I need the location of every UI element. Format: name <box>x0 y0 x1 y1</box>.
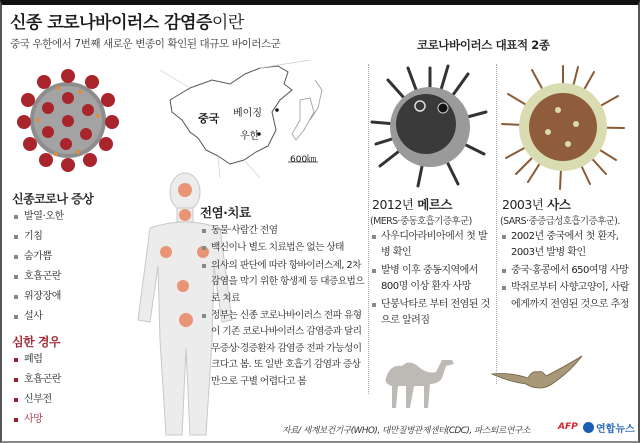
coronavirus-illustration <box>14 66 122 174</box>
sars-item: 2002년 중국에서 첫 환자, 2003년 발병 확인 <box>502 229 636 262</box>
symptoms-heading: 신종코로나 증상 <box>12 192 94 206</box>
severe-item: 호흡곤란 <box>14 370 61 390</box>
severe-heading: 심한 경우 <box>12 335 61 349</box>
yonhap-logo <box>583 420 635 435</box>
symptom-item: 설사 <box>14 307 64 327</box>
page-subtitle: 중국 우한에서 7번째 새로운 변종이 확인된 대규모 바이러스군 <box>10 38 281 50</box>
treatment-heading: 전염·치료 <box>200 205 251 220</box>
sars-name: 사스 <box>547 197 571 212</box>
map-scale: 600㎞ <box>290 155 317 165</box>
representative-heading: 코로나바이러스 대표적 2종 <box>417 38 550 52</box>
symptom-item: 숨가쁨 <box>14 247 64 267</box>
treatment-item: 의사의 판단에 따라 항바이러스제, 2차 감염을 막기 위한 항생제 등 대증요법으로 치료 <box>202 258 367 307</box>
mers-virus-illustration <box>368 62 493 192</box>
treatment-item: 동물·사람간 전염 <box>202 223 367 239</box>
symptom-item: 위장장애 <box>14 287 64 307</box>
sars-virus-illustration <box>498 62 628 192</box>
treatment-item: 정부는 신종 코로나바이러스 전파 유형이 기존 코로나바이러스 감염증과 달리 무증상·경증환자 감염증 전파 가능성이 크다고 봄. 또 일반 호흡기 감염과 증상만으로 구별 어렵다고 봄 <box>202 308 367 390</box>
yonhap-emblem-icon <box>583 422 594 433</box>
mers-item: 사우디아라비아에서 첫 발병 확인 <box>372 229 496 262</box>
china-map <box>160 60 340 178</box>
treatment-list <box>202 223 367 391</box>
source-credit: 자료/ 세계보건기구(WHO), 대만질병관제센터(CDC), 파스퇴르연구소 <box>282 426 530 436</box>
severe-item: 폐렴 <box>14 350 61 370</box>
mers-item: 단봉낙타로 부터 전염된 것으로 알려짐 <box>372 297 496 330</box>
severe-item: 신부전 <box>14 390 61 410</box>
title-bold: 신종 코로나바이러스 감염증 <box>10 13 212 33</box>
severe-list <box>14 350 61 430</box>
map-label-china: 중국 <box>198 112 220 125</box>
mers-item: 발병 이후 중동지역에서 800명 이상 환자 사망 <box>372 263 496 296</box>
sars-item: 중국·홍콩에서 650여명 사망 <box>502 263 636 279</box>
sars-year: 2003년 <box>502 197 544 212</box>
symptoms-list <box>14 207 64 327</box>
page-title <box>10 8 244 33</box>
column-divider <box>496 64 497 384</box>
sars-list <box>502 229 636 314</box>
mers-name: 메르스 <box>417 197 452 212</box>
map-label-beijing: 베이징 <box>233 108 262 119</box>
severe-item-death: 사망 <box>14 410 61 430</box>
mers-subtitle: (MERS·중동호흡기증후군) <box>370 216 472 227</box>
bat-icon <box>490 354 585 394</box>
sars-heading <box>502 195 570 213</box>
camel-icon <box>380 352 460 412</box>
map-label-wuhan: 우한 <box>240 131 260 142</box>
sars-item: 박쥐로부터 사향고양이, 사람에게까지 전염된 것으로 추정 <box>502 280 636 313</box>
sars-subtitle: (SARS·중증급성호흡기증후군). <box>500 216 620 227</box>
afp-logo: AFP <box>558 422 578 432</box>
symptom-item: 기침 <box>14 227 64 247</box>
mers-list <box>372 229 496 330</box>
symptom-item: 발열·오한 <box>14 207 64 227</box>
title-suffix: 이란 <box>211 13 244 33</box>
mers-heading <box>372 195 452 213</box>
mers-year: 2012년 <box>372 197 414 212</box>
yonhap-label: 연합뉴스 <box>596 424 635 435</box>
treatment-item: 백신이나 별도 치료법은 없는 상태 <box>202 240 367 256</box>
symptom-item: 호흡곤란 <box>14 267 64 287</box>
